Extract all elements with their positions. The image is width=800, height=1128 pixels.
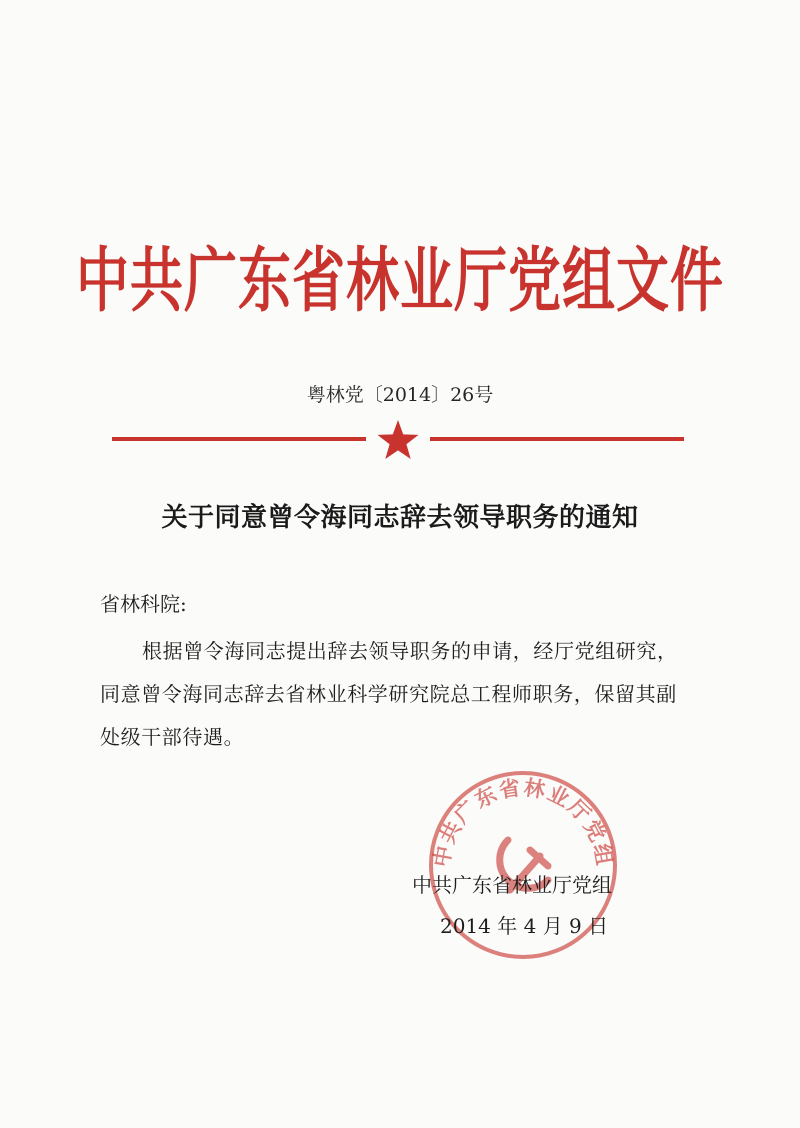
addressee: 省林科院: [100,592,187,616]
star-icon [376,418,420,462]
issue-date: 2014 年 4 月 9 日 [440,914,609,938]
document-masthead: 中共广东省林业厅党组文件 [76,241,724,322]
seal-text: 中共广东省林业厅党组 [429,775,617,869]
body-line: 根据曾令海同志提出辞去领导职务的申请，经厅党组研究， [142,639,678,663]
document-body [100,630,700,759]
separator-line-right [430,437,684,441]
document-number: 粤林党〔2014〕26号 [306,384,494,406]
body-line: 同意曾令海同志辞去省林业科学研究院总工程师职务，保留其副 [100,682,677,706]
issuer-name: 中共广东省林业厅党组 [412,873,612,897]
document-title: 关于同意曾令海同志辞去领导职务的通知 [161,503,639,533]
red-separator [112,418,684,462]
body-line: 处级干部待遇。 [100,725,245,749]
svg-text:中共广东省林业厅党组 [429,775,616,868]
separator-line-left [112,437,366,441]
